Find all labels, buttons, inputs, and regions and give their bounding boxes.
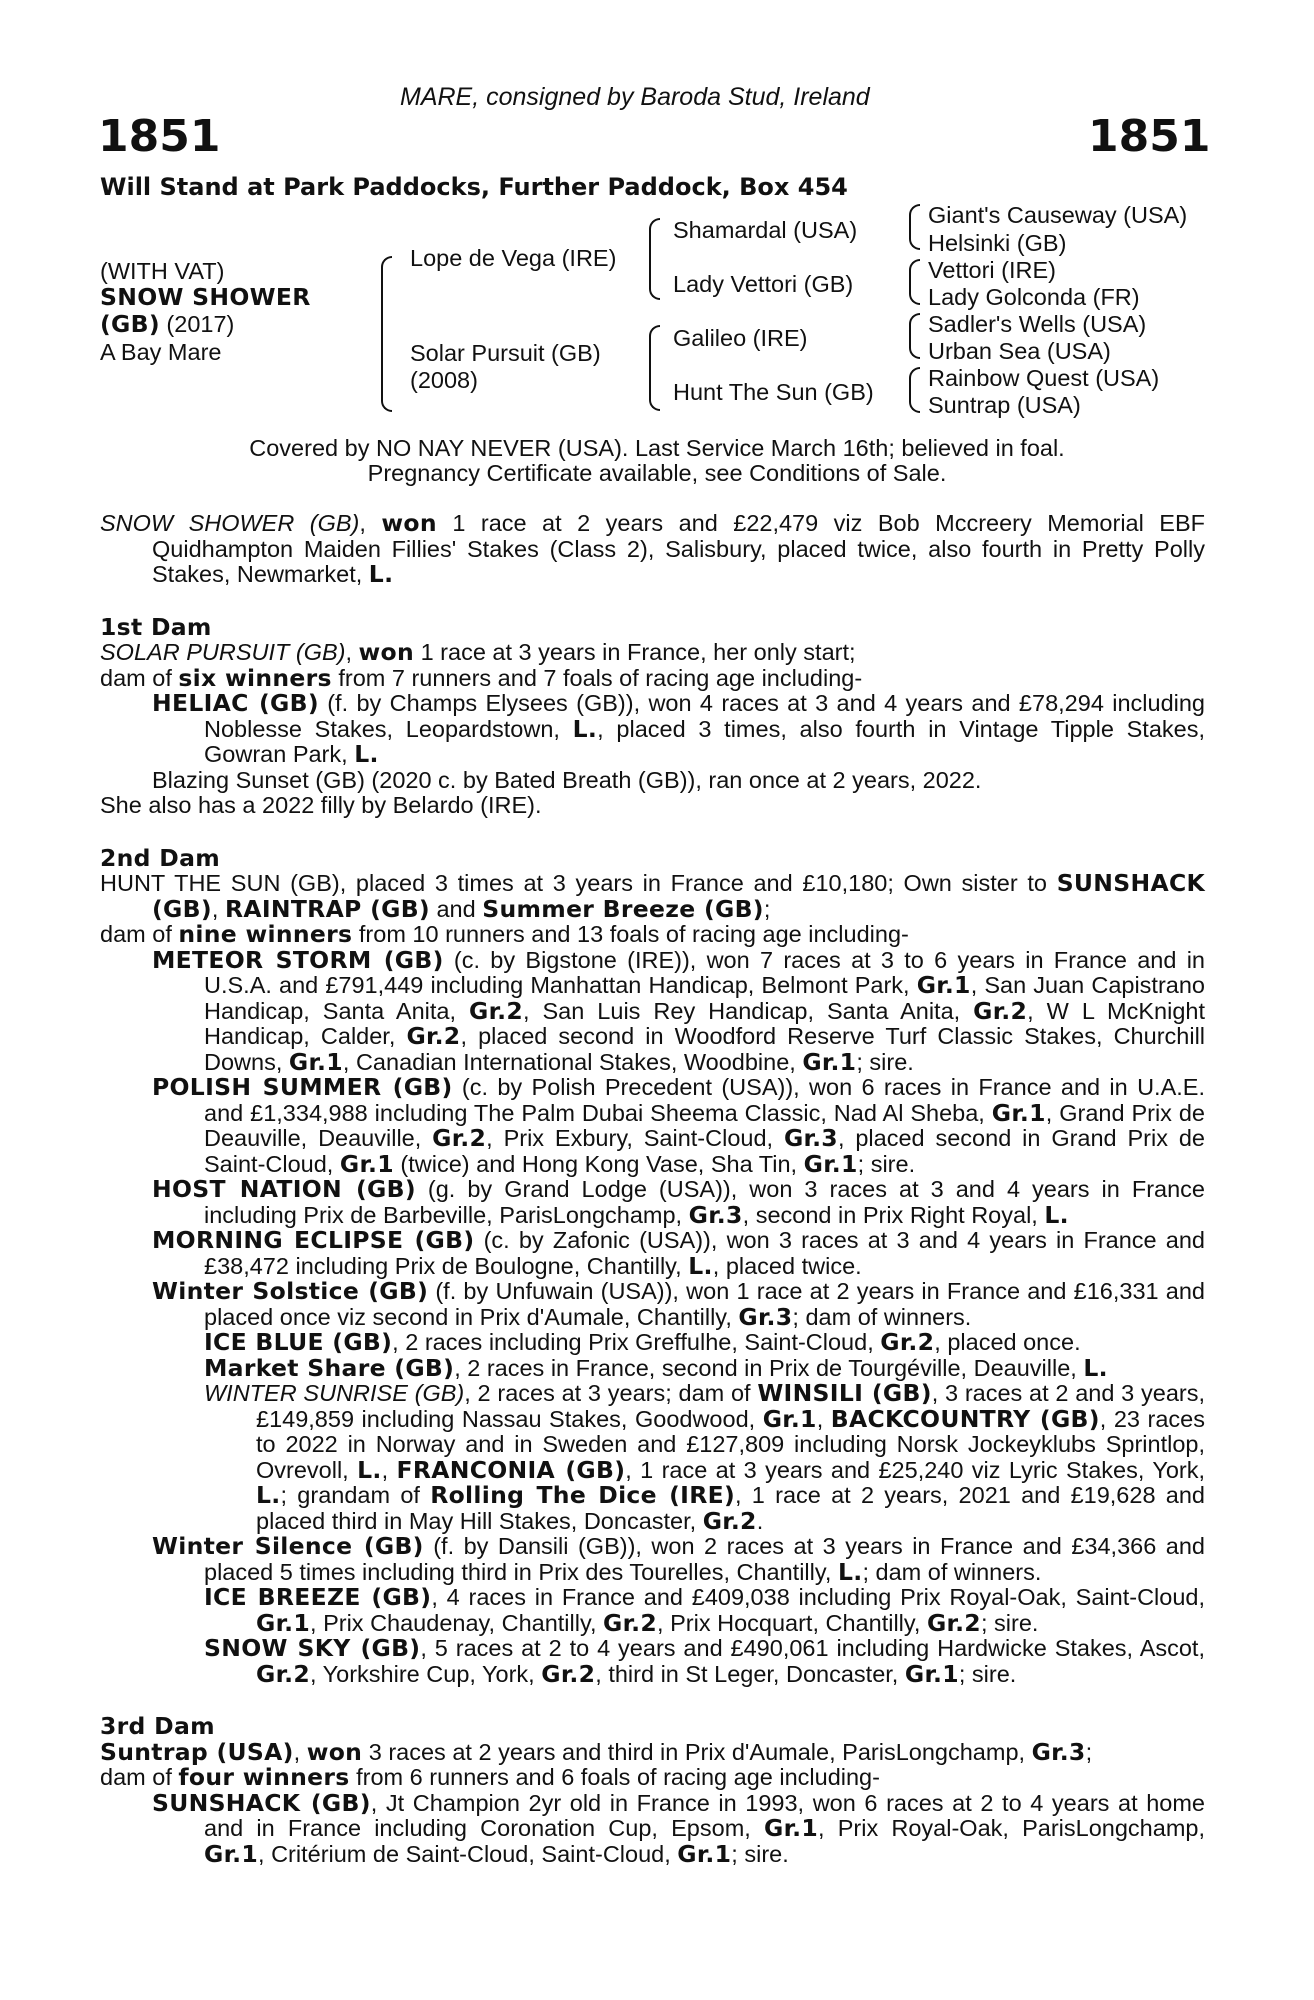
group-mark: Gr.2 <box>926 1608 981 1637</box>
produce-name: FRANCONIA (GB) <box>396 1455 626 1484</box>
horse-suffix-year <box>100 312 234 338</box>
pedigree-gen3-item: Suntrap (USA) <box>928 392 1081 418</box>
produce-text: ; sire. <box>980 1609 1039 1636</box>
produce-name: ICE BREEZE (GB) <box>204 1583 432 1611</box>
dam-of-label: dam of <box>100 1764 179 1790</box>
pedigree-brace-sire <box>649 218 660 300</box>
produce-text: , Canadian International Stakes, Woodbine, <box>342 1048 803 1075</box>
intro-won: won <box>381 509 437 537</box>
group-mark: Gr.1 <box>288 1047 343 1076</box>
also-note: She also has a 2022 filly by Belardo (IRE). <box>100 792 542 818</box>
produce-name: MORNING ECLIPSE (GB) <box>152 1226 475 1254</box>
produce-text: , 1 race at 2 years, 2021 and £19,628 and placed third in May Hill Stakes, Doncaster, <box>256 1482 1205 1534</box>
pedigree-gen2-item: Shamardal (USA) <box>673 217 858 243</box>
certificate-line: Pregnancy Certificate available, see Conditions of Sale. <box>367 460 947 486</box>
produce-text: , 3 races at 2 and 3 years, £149,859 including Nassau Stakes, Goodwood, <box>256 1380 1205 1432</box>
produce-name: WINSILI (GB) <box>757 1379 932 1407</box>
listed-mark: L. <box>1044 1200 1069 1229</box>
first-dam-name: SOLAR PURSUIT (GB) <box>100 639 346 665</box>
pedigree-gen3-item: Helsinki (GB) <box>928 230 1067 256</box>
group-mark: Gr.2 <box>603 1608 658 1637</box>
pedigree-brace-hunt-the-sun <box>909 367 920 413</box>
produce-name: BACKCOUNTRY (GB) <box>830 1404 1100 1433</box>
group-mark: Gr.1 <box>677 1839 732 1868</box>
produce-text: (g. by Grand Lodge (USA)), won 3 races at 3 and 4 years in France including Prix de Barbeville, ParisLongchamp, <box>204 1176 1205 1228</box>
listed-mark: L. <box>357 1455 382 1484</box>
group-mark: Gr.1 <box>339 1149 394 1178</box>
pedigree-gen3-item: Vettori (IRE) <box>928 257 1056 283</box>
produce-name: SNOW SKY (GB) <box>204 1634 421 1662</box>
pedigree-gen3-item: Urban Sea (USA) <box>928 338 1111 364</box>
produce-text: , San Juan Capistrano Handicap, Santa Anita, <box>204 972 1205 1024</box>
produce-text: , 23 races to 2022 in Norway and in Sweden and £127,809 including Norsk Jockeyklubs Sprintlop, Ovrevoll, <box>256 1405 1205 1483</box>
horse-year: (2017) <box>166 311 235 337</box>
produce-text: , 1 race at 3 years and £25,240 viz Lyric Stakes, York, <box>625 1456 1206 1483</box>
group-mark: Gr.2 <box>432 1124 487 1152</box>
group-mark: Gr.1 <box>916 971 971 999</box>
produce-text: (twice) and Hong Kong Vase, Sha Tin, <box>393 1150 804 1177</box>
group-mark: Gr.1 <box>802 1047 857 1076</box>
produce-text: . <box>756 1507 764 1534</box>
produce-text: , 5 races at 2 to 4 years and £490,061 including Hardwicke Stakes, Ascot, <box>420 1635 1205 1661</box>
winners-count: four winners <box>178 1763 350 1791</box>
vat-note: (WITH VAT) <box>100 258 225 284</box>
grand-produce-entry <box>204 1636 1205 1687</box>
group-mark: Gr.1 <box>904 1659 959 1688</box>
dam-of-text: from 7 runners and 7 foals of racing age including- <box>331 664 863 691</box>
produce-name: WINTER SUNRISE (GB) <box>204 1380 465 1406</box>
third-dam-text: 3 races at 2 years and third in Prix d'Aumale, ParisLongchamp, <box>362 1738 1032 1765</box>
produce-text: , placed once. <box>934 1329 1081 1355</box>
produce-entry <box>152 945 1206 1076</box>
produce-name: Market Share (GB) <box>204 1353 455 1382</box>
dam-of-label: dam of <box>100 921 179 947</box>
produce-entry <box>152 691 1205 768</box>
listed-mark: L. <box>572 714 598 743</box>
produce-text: ; sire. <box>958 1660 1017 1687</box>
horse-name: SNOW SHOWER <box>100 283 311 311</box>
sibling-name: RAINTRAP (GB) <box>224 894 430 923</box>
produce-text: , Critérium de Saint-Cloud, Saint-Cloud, <box>258 1840 678 1867</box>
separator: ; <box>763 895 771 922</box>
produce-text: , third in St Leger, Doncaster, <box>595 1660 905 1687</box>
produce-text: , Prix Exbury, Saint-Cloud, <box>486 1125 784 1151</box>
pedigree-gen2-item: Hunt The Sun (GB) <box>673 379 874 405</box>
dam-of-text: from 6 runners and 6 foals of racing age including- <box>349 1764 880 1790</box>
first-dam-produce <box>100 663 1205 692</box>
intro-listed: L. <box>368 560 394 588</box>
listed-mark: L. <box>256 1481 281 1509</box>
grand-produce-entry <box>204 1353 1205 1382</box>
produce-text: , 2 races at 3 years; dam of <box>464 1380 758 1406</box>
produce-text: , San Luis Rey Handicap, Santa Anita, <box>523 997 974 1024</box>
intro-paragraph: SNOW SHOWER (GB), won 1 race at 2 years and £22,479 viz Bob Mccreery Memorial EBF Quidhampton Maiden Fillies' Stakes (Class 2), Salisbury, placed twice, also fourth in Pretty Polly Stakes, Newmarket, L. <box>100 509 1205 588</box>
group-mark: Gr.2 <box>541 1659 596 1688</box>
separator: , <box>211 895 225 922</box>
pedigree-gen3-item: Lady Golconda (FR) <box>928 284 1140 310</box>
listed-mark: L. <box>354 740 379 768</box>
produce-text: ; sire. <box>856 1048 914 1075</box>
produce-text: (f. by Dansili (GB)), won 2 races at 3 years in France and £34,366 and placed 5 times including third in Prix des Tourelles, Chantilly, <box>204 1533 1205 1585</box>
group-mark: Gr.3 <box>783 1124 838 1152</box>
group-mark: Gr.1 <box>762 1404 817 1433</box>
produce-entry <box>152 1177 1205 1228</box>
produce-entry <box>152 1228 1205 1279</box>
first-dam-won: won <box>358 638 415 666</box>
first-dam-line: SOLAR PURSUIT (GB), won 1 race at 3 years in France, her only start; <box>100 638 856 666</box>
pedigree-gen2-item: Lady Vettori (GB) <box>673 271 854 297</box>
produce-name: HOST NATION (GB) <box>152 1175 416 1203</box>
group-mark: Gr.2 <box>468 996 523 1025</box>
third-dam-name: Suntrap (USA) <box>100 1737 294 1766</box>
second-dam-heading: 2nd Dam <box>100 843 221 872</box>
produce-name: HELIAC (GB) <box>152 689 319 717</box>
separator: ; <box>1085 1738 1093 1765</box>
third-dam-produce <box>100 1765 1205 1791</box>
first-dam-heading: 1st Dam <box>100 612 212 641</box>
produce-text: , 4 races in France and £409,038 including Prix Royal-Oak, Saint-Cloud, <box>431 1584 1205 1610</box>
produce-text: ; sire. <box>857 1150 916 1177</box>
produce-text: , Jt Champion 2yr old in France in 1993, won 6 races at 2 to 4 years at home and in France including Coronation Cup, Epsom, <box>204 1789 1205 1841</box>
intro-text: 1 race at 2 years and £22,479 viz Bob Mccreery Memorial EBF Quidhampton Maiden Fillies' Stakes (Class 2), Salisbury, placed twice, also fourth in Pretty Polly Stakes, Newmarket, <box>152 510 1205 587</box>
group-mark: Gr.2 <box>880 1328 935 1356</box>
listed-mark: L. <box>688 1251 713 1280</box>
sibling-name: SUNSHACK (GB) <box>152 869 1205 923</box>
produce-text: , 2 races in France, second in Prix de Tourgéville, Deauville, <box>454 1354 1084 1381</box>
group-mark: Gr.1 <box>764 1814 819 1842</box>
sibling-name: Summer Breeze (GB) <box>482 894 764 923</box>
group-mark: Gr.2 <box>256 1659 311 1688</box>
group-mark: Gr.3 <box>1031 1737 1086 1766</box>
pedigree-brace-galileo <box>909 313 920 359</box>
third-dam-heading: 3rd Dam <box>100 1712 215 1740</box>
produce-name: Winter Solstice (GB) <box>152 1277 429 1305</box>
group-mark: Gr.1 <box>204 1839 259 1868</box>
horse-suffix: (GB) <box>100 310 160 338</box>
grand-produce-entry <box>204 1585 1205 1636</box>
group-mark: Gr.1 <box>803 1149 858 1178</box>
third-dam-won: won <box>306 1737 363 1766</box>
produce-text: (f. by Unfuwain (USA)), won 1 race at 2 years in France and £16,331 and placed once viz second in Prix d'Aumale, Chantilly, <box>204 1278 1206 1330</box>
produce-text: ; sire. <box>731 1840 789 1867</box>
group-mark: Gr.1 <box>256 1608 311 1637</box>
produce-entry <box>152 1534 1205 1585</box>
pedigree-gen3-item: Giant's Causeway (USA) <box>928 202 1188 228</box>
produce-entry: Blazing Sunset (GB) (2020 c. by Bated Breath (GB)), ran once at 2 years, 2022. <box>152 766 982 793</box>
lot-number-left: 1851 <box>98 111 221 162</box>
group-mark: Gr.3 <box>688 1200 743 1229</box>
produce-text: , placed 3 times, also fourth in Vintage Tipple Stakes, Gowran Park, <box>204 715 1205 767</box>
pedigree-brace-dam <box>649 325 660 411</box>
produce-name: POLISH SUMMER (GB) <box>152 1073 453 1101</box>
produce-text: , second in Prix Right Royal, <box>742 1201 1045 1228</box>
pedigree-sire: Lope de Vega (IRE) <box>410 245 617 271</box>
pedigree-gen3-item: Rainbow Quest (USA) <box>928 365 1160 391</box>
produce-name: ICE BLUE (GB) <box>204 1328 393 1356</box>
pedigree-dam-year: (2008) <box>410 367 478 393</box>
produce-entry <box>152 1788 1205 1868</box>
grand-produce-entry <box>204 1381 1205 1534</box>
second-dam-line <box>100 871 1205 922</box>
pedigree-brace-main <box>381 256 392 412</box>
produce-text: , placed second in Woodford Reserve Turf Classic Stakes, Churchill Downs, <box>204 1023 1206 1075</box>
group-mark: Gr.2 <box>702 1506 757 1535</box>
first-dam-text: 1 race at 3 years in France, her only start; <box>414 639 856 665</box>
produce-text: (c. by Bigstone (IRE)), won 7 races at 3 to 6 years in France and in U.S.A. and £791,449 including Manhattan Handicap, Belmont Park, <box>204 946 1205 998</box>
intro-horse-name: SNOW SHOWER (GB) <box>100 510 360 536</box>
group-mark: Gr.1 <box>991 1098 1046 1127</box>
horse-description: A Bay Mare <box>100 339 222 365</box>
produce-text: (f. by Champs Elysees (GB)), won 4 races at 3 and 4 years and £78,294 including Noblesse Stakes, Leopardstown, <box>204 690 1205 742</box>
consignor-subtitle: MARE, consigned by Baroda Stud, Ireland <box>400 83 870 111</box>
stand-location: Will Stand at Park Paddocks, Further Paddock, Box 454 <box>100 173 848 201</box>
produce-text: , W L McKnight Handicap, Calder, <box>204 997 1205 1049</box>
produce-text: , placed twice. <box>712 1252 862 1279</box>
produce-name: Rolling The Dice (IRE) <box>430 1481 735 1509</box>
catalogue-body <box>100 511 1205 1867</box>
listed-mark: L. <box>1083 1353 1108 1382</box>
winners-count: six winners <box>178 663 332 692</box>
produce-text: , <box>816 1405 831 1432</box>
produce-entry <box>152 1279 1205 1330</box>
grand-produce-entry <box>204 1330 1205 1356</box>
dam-of-text: from 10 runners and 13 foals of racing age including- <box>352 921 909 947</box>
produce-text: ; grandam of <box>280 1482 431 1508</box>
group-mark: Gr.2 <box>973 996 1028 1025</box>
covered-line: Covered by NO NAY NEVER (USA). Last Service March 16th; believed in foal. <box>249 435 1065 461</box>
dam-of-label: dam of <box>100 664 179 691</box>
third-dam-line <box>100 1737 1205 1766</box>
group-mark: Gr.2 <box>406 1022 461 1050</box>
second-dam-produce <box>100 922 1205 948</box>
produce-text: (c. by Zafonic (USA)), won 3 races at 3 and 4 years in France and £38,472 including Prix de Boulogne, Chantilly, <box>204 1227 1205 1279</box>
produce-text: , Yorkshire Cup, York, <box>310 1660 542 1687</box>
produce-text: , Prix Hocquart, Chantilly, <box>657 1609 927 1636</box>
produce-text: , Prix Chaudenay, Chantilly, <box>310 1609 604 1636</box>
pedigree-dam: Solar Pursuit (GB) <box>410 340 601 366</box>
listed-mark: L. <box>837 1557 863 1586</box>
produce-text: (c. by Polish Precedent (USA)), won 6 races in France and in U.A.E. and £1,334,988 including The Palm Dubai Sheema Classic, Nad Al Sheba, <box>204 1074 1205 1126</box>
produce-text: , Grand Prix de Deauville, Deauville, <box>204 1099 1205 1151</box>
produce-entry <box>152 1075 1205 1177</box>
separator: and <box>429 895 483 922</box>
group-mark: Gr.3 <box>738 1302 793 1331</box>
produce-text: , placed second in Grand Prix de Saint-Cloud, <box>204 1125 1205 1177</box>
produce-name: Winter Silence (GB) <box>152 1532 424 1560</box>
second-dam-text: HUNT THE SUN (GB), placed 3 times at 3 years in France and £10,180; Own sister to <box>100 870 1057 896</box>
pedigree-brace-shamardal <box>909 204 920 250</box>
produce-text: , Prix Royal-Oak, ParisLongchamp, <box>818 1815 1205 1841</box>
separator: , <box>293 1738 307 1765</box>
produce-text: ; dam of winners. <box>862 1558 1042 1585</box>
winners-count: nine winners <box>178 920 353 948</box>
produce-name: SUNSHACK (GB) <box>152 1788 371 1817</box>
pedigree-brace-lady-vettori <box>909 259 920 305</box>
produce-text: ; dam of winners. <box>792 1303 972 1330</box>
pedigree-gen2-item: Galileo (IRE) <box>673 325 808 351</box>
produce-name: METEOR STORM (GB) <box>152 945 444 974</box>
produce-text: , 2 races including Prix Greffulhe, Saint-Cloud, <box>392 1329 881 1355</box>
produce-text: , <box>381 1456 397 1483</box>
pedigree-gen3-item: Sadler's Wells (USA) <box>928 311 1147 337</box>
lot-number-right: 1851 <box>1088 111 1211 162</box>
